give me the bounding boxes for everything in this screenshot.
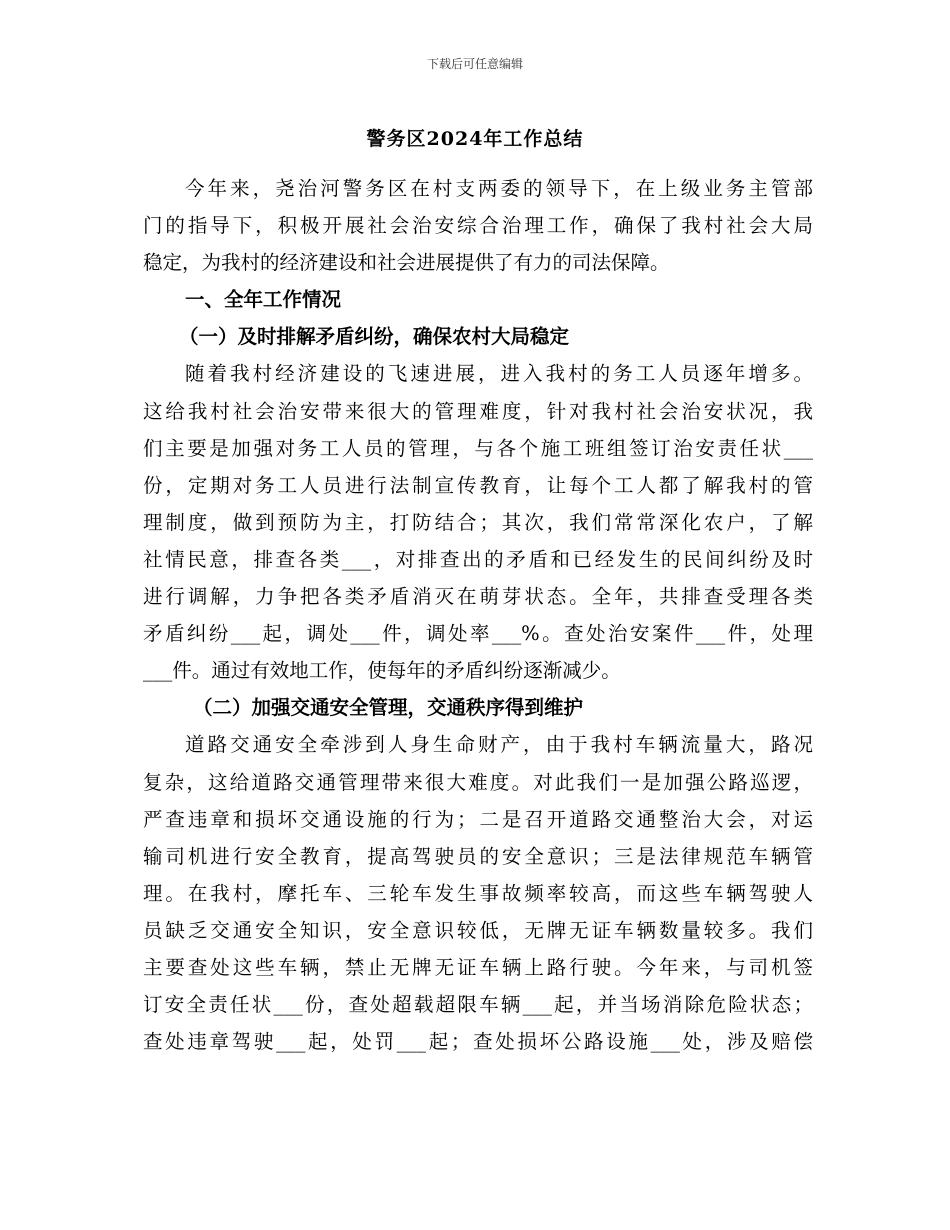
paragraph-line: 查处违章驾驶___起，处罚___起；查处损坏公路设施___处，涉及赔偿	[143, 1030, 813, 1054]
header-note: 下载后可任意编辑	[426, 57, 523, 71]
subsection-heading: （二）加强交通安全管理，交通秩序得到维护	[193, 696, 584, 720]
paragraph-line: 随着我村经济建设的飞速进展，进入我村的务工人员逐年增多。	[185, 362, 813, 386]
paragraph-line: ___件。通过有效地工作，使每年的矛盾纠纷逐渐减少。	[143, 659, 621, 683]
paragraph-line: 份，定期对务工人员进行法制宣传教育，让每个工人都了解我村的管	[143, 473, 813, 497]
paragraph-line: 订安全责任状___份，查处超载超限车辆___起，并当场消除危险状态；	[143, 993, 813, 1017]
subsection-heading: （一）及时排解矛盾纠纷，确保农村大局稳定	[179, 325, 570, 349]
paragraph-line: 今年来，尧治河警务区在村支两委的领导下，在上级业务主管部	[185, 177, 813, 200]
paragraph-line: 主要查处这些车辆，禁止无牌无证车辆上路行驶。今年来，与司机签	[143, 955, 813, 979]
paragraph-line: 复杂，这给道路交通管理带来很大难度。对此我们一是加强公路巡逻，	[143, 770, 813, 794]
paragraph-line: 矛盾纠纷___起，调处___件，调处率___%。查处治安案件___件，处理	[143, 622, 813, 646]
section-heading: 一、全年工作情况	[185, 288, 342, 312]
paragraph-line: 稳定，为我村的经济建设和社会进展提供了有力的司法保障。	[143, 251, 670, 275]
document-title: 警务区2024年工作总结	[366, 128, 584, 150]
paragraph-line: 这给我村社会治安带来很大的管理难度，针对我村社会治安状况，我	[143, 399, 813, 423]
paragraph-line: 们主要是加强对务工人员的管理，与各个施工班组签订治安责任状___	[143, 436, 813, 460]
paragraph-line: 门的指导下，积极开展社会治安综合治理工作，确保了我村社会大局	[143, 214, 813, 238]
paragraph-line: 道路交通安全牵涉到人身生命财产，由于我村车辆流量大，路况	[185, 733, 813, 757]
paragraph-line: 员缺乏交通安全知识，安全意识较低，无牌无证车辆数量较多。我们	[143, 918, 813, 942]
paragraph-line: 进行调解，力争把各类矛盾消灭在萌芽状态。全年，共排查受理各类	[143, 585, 813, 609]
paragraph-line: 理制度，做到预防为主，打防结合；其次，我们常常深化农户，了解	[143, 510, 813, 534]
paragraph-line: 输司机进行安全教育，提高驾驶员的安全意识；三是法律规范车辆管	[143, 844, 813, 868]
paragraph-line: 严查违章和损坏交通设施的行为；二是召开道路交通整治大会，对运	[143, 807, 813, 831]
paragraph-line: 理。在我村，摩托车、三轮车发生事故频率较高，而这些车辆驾驶人	[143, 881, 813, 905]
paragraph-line: 社情民意，排查各类___，对排查出的矛盾和已经发生的民间纠纷及时	[143, 547, 813, 571]
document-body	[143, 170, 813, 1060]
